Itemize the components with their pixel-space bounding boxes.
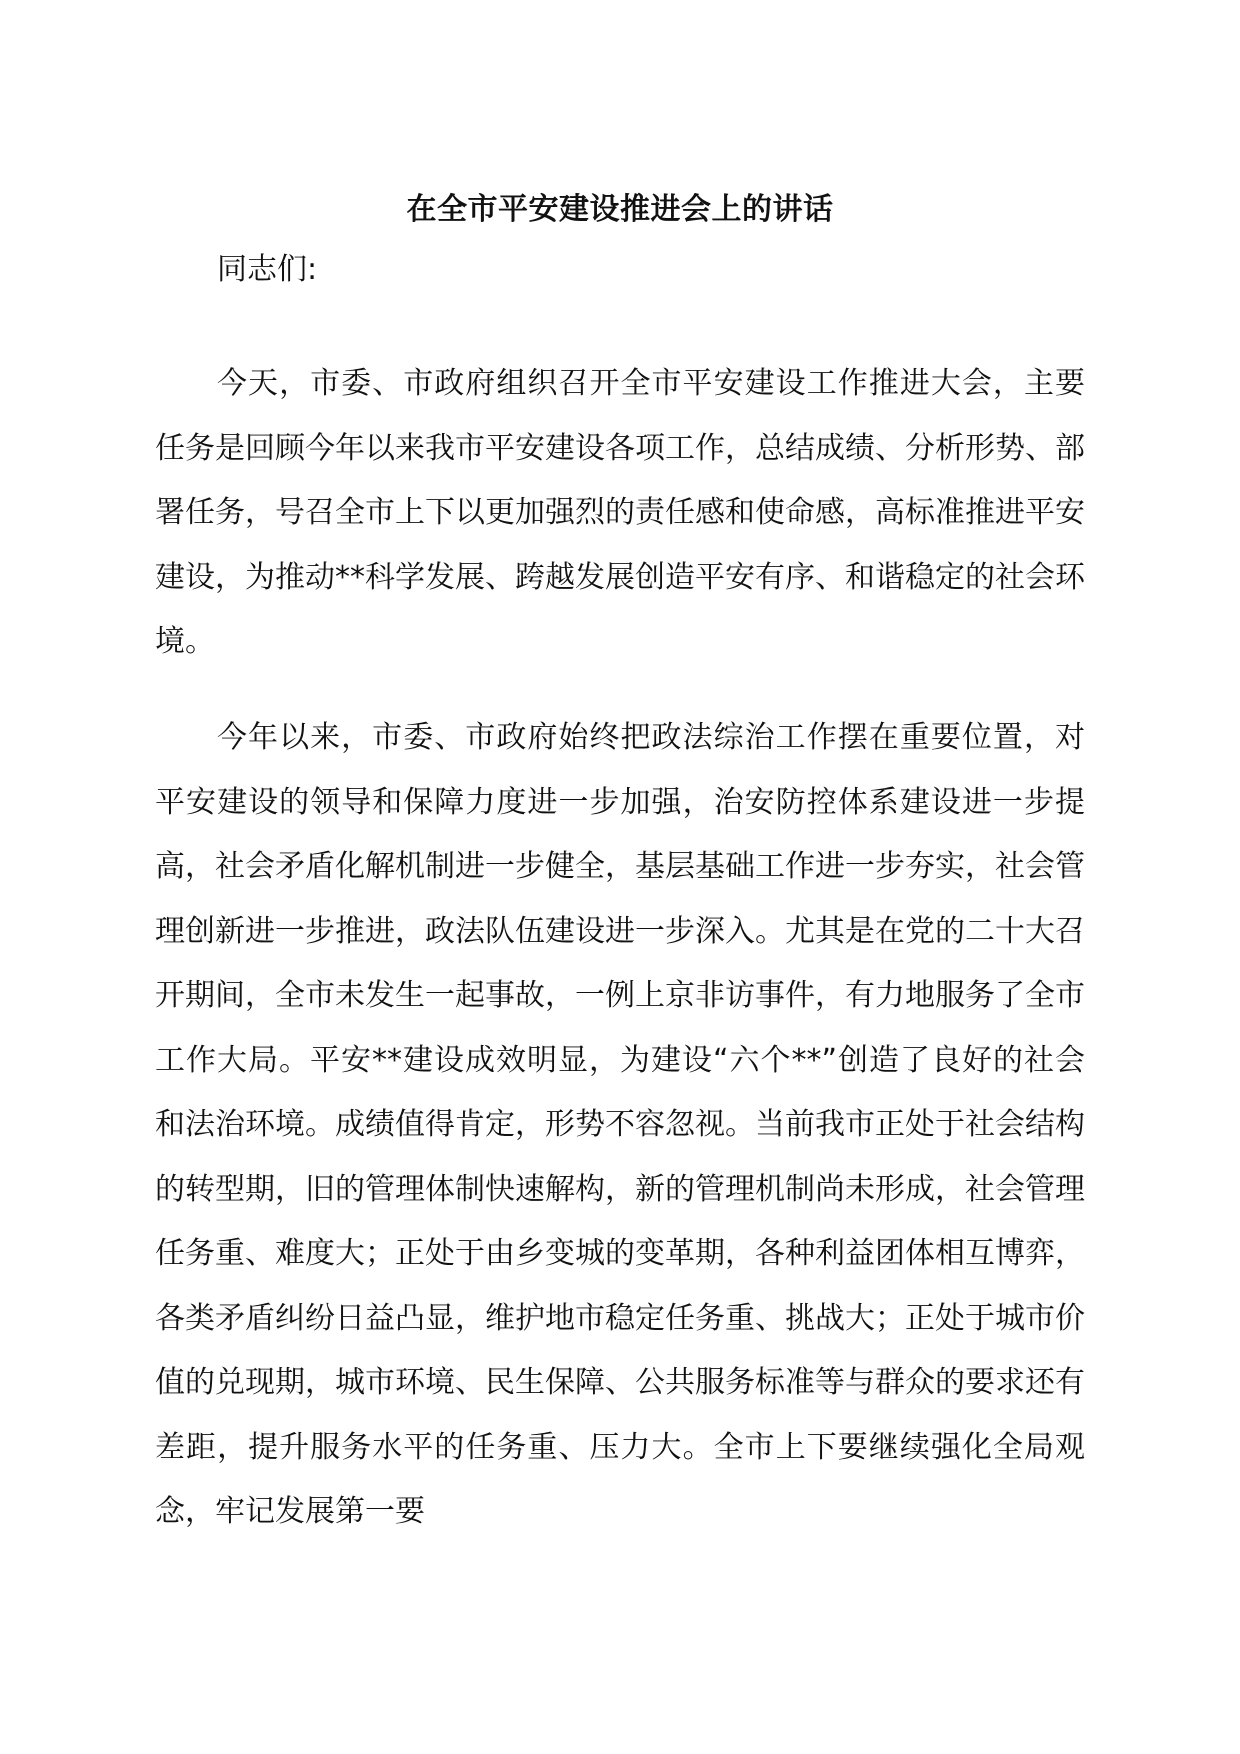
salutation: 同志们: [217,252,318,287]
document-title: 在全市平安建设推进会上的讲话 [406,192,834,227]
paragraph-situation: 今年以来，市委、市政府始终把政法综治工作摆在重要位置，对平安建设的领导和保障力度进一步加强，治安防控体系建设进一步提高，社会矛盾化解机制进一步健全，基层基础工作进一步夯实，社会管理创新进一步推进，政法队伍建设进一步深入。尤其是在党的二十大召开期间，全市未发生一起事故，一例上京非访事件，有力地服务了全市工作大局。平安**建设成效明显，为建设“六个**”创造了良好的社会和法治环境。成绩值得肯定，形势不容忽视。当前我市正处于社会结构的转型期，旧的管理体制快速解构，新的管理机制尚未形成，社会管理任务重、难度大；正处于由乡变城的变革期，各种利益团体相互博弈，各类矛盾纠纷日益凸显，维护地市稳定任务重、挑战大；正处于城市价值的兑现期，城市环境、民生保障、公共服务标准等与群众的要求还有差距，提升服务水平的任务重、压力大。全市上下要继续强化全局观念，牢记发展第一要 [155,720,1085,1529]
paragraph-opening: 今天，市委、市政府组织召开全市平安建设工作推进大会，主要任务是回顾今年以来我市平安建设各项工作，总结成绩、分析形势、部署任务，号召全市上下以更加强烈的责任感和使命感，高标准推进平安建设，为推动**科学发展、跨越发展创造平安有序、和谐稳定的社会环境。 [155,366,1085,659]
